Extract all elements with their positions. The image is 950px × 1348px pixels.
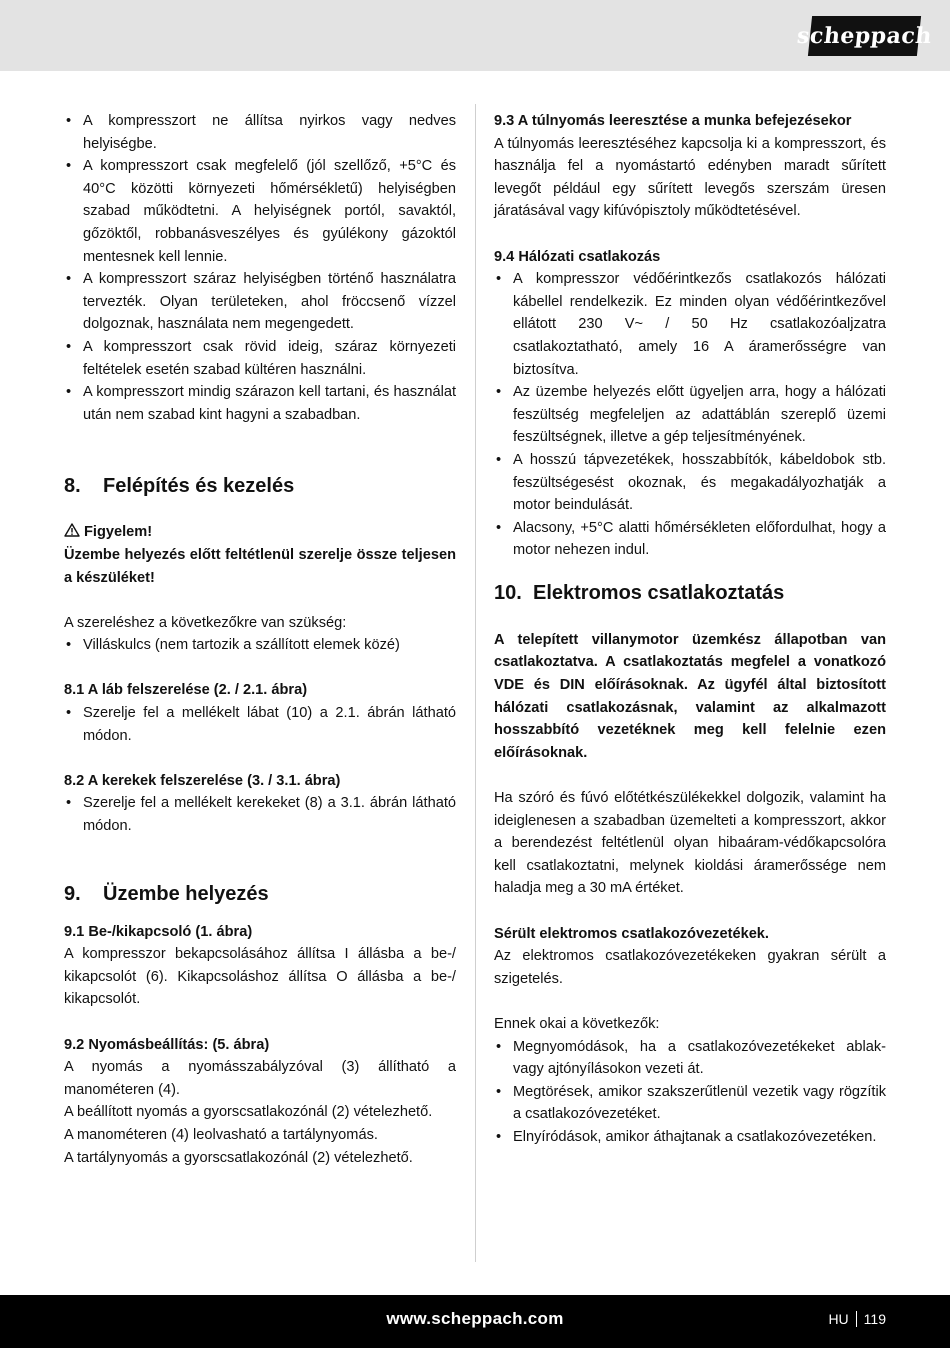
column-divider: [475, 104, 476, 1262]
subsection-9-2-line: A beállított nyomás a gyorscsatlakozónál (2) vételezhető.: [64, 1104, 433, 1121]
section-9-heading: [64, 883, 456, 905]
website-url: www.scheppach.com: [386, 1309, 564, 1328]
page-number: 119: [863, 1311, 886, 1327]
subsection-9-1-text: A kompresszor bekapcsolásához állítsa I állásba a be-/ kikapcsolót (6). Kikapcsoláshoz állítsa O állásba a be-/ kikapcsolót.: [64, 946, 456, 1008]
subsection-9-1-title: 9.1 Be-/kikapcsoló (1. ábra): [64, 923, 253, 940]
header-bar: [0, 0, 950, 71]
intro-bullet-list: [64, 110, 456, 426]
page-indicator: [828, 1311, 886, 1327]
page-separator: [856, 1311, 857, 1327]
causes-intro: Ennek okai a következők:: [494, 1015, 660, 1032]
section-number: 10.: [494, 581, 522, 604]
subsection-9-2-line: A manométeren (4) leolvasható a tartálynyomás.: [64, 1126, 378, 1143]
brand-logo: scheppach: [808, 16, 921, 56]
subsection-9-2-title: 9.2 Nyomásbeállítás: (5. ábra): [64, 1036, 270, 1053]
list-item: • A kompresszort ne állítsa nyirkos vagy nedves helyiségbe.: [64, 110, 456, 155]
list-item: • A hosszú tápvezetékek, hosszabbítók, kábeldobok stb. feszültségesést okoznak, és megakadályozhatják a motor beindulását.: [494, 449, 886, 517]
damaged-cables-text: Az elektromos csatlakozóvezetékeken gyakran sérült a szigetelés.: [494, 948, 886, 987]
list-item: • A kompresszort csak rövid ideig, száraz környezeti feltételek esetén szabad kültéren használni.: [64, 336, 456, 381]
section-number: 9.: [64, 882, 81, 905]
section-10-heading: [494, 582, 886, 604]
footer-bar: [0, 1295, 950, 1348]
tools-list: [64, 634, 456, 657]
causes-list: [494, 1036, 886, 1149]
list-item: • Az üzembe helyezés előtt ügyeljen arra, hogy a hálózati feszültség megfeleljen az adattáblán szereplő üzemi feszültségnek, illetve a gép teljesítményének.: [494, 381, 886, 449]
subsection-8-1-title: 8.1 A láb felszerelése (2. / 2.1. ábra): [64, 682, 308, 699]
warning-label: Figyelem!: [84, 524, 153, 541]
section-10-text: Ha szóró és fúvó előtétkészülékekkel dolgozik, valamint ha ideiglenesen a szabadban üzemelteti a kompresszort, akkor a berendezést feltétlenül olyan hibaáram-védőkapcsolóra kell csatlakoztatni, melynek kioldási áramerőssége nem haladja meg a 30 mA értéket.: [494, 790, 886, 897]
subsection-9-2-line: A tartálynyomás a gyorscsatlakozónál (2) vételezhető.: [64, 1149, 413, 1166]
list-item: • Villáskulcs (nem tartozik a szállított elemek közé): [64, 634, 456, 657]
section-10-bold-text: A telepített villanymotor üzemkész állapotban van csatlakoztatva. A csatlakoztatás megfelel a vonatkozó VDE és DIN előírásoknak. Az ügyfél által biztosított hálózati csatlakozásnak, valamint az alkalmazott hosszabbító vezetéknek meg kell felelnie ezen előírásoknak.: [494, 631, 886, 761]
section-title: Felépítés és kezelés: [103, 475, 295, 498]
list-item: • Megnyomódások, ha a csatlakozóvezetékeket ablak- vagy ajtónyílásokon vezeti át.: [494, 1036, 886, 1081]
list-item: • A kompresszort csak megfelelő (jól szellőző, +5°C és 40°C közötti környezeti hőmérsékletű) helyiségben szabad működtetni. A helyiségnek portól, savaktól, gőzöktől, robbanásveszélyes és gyúlékony gázoktól mentesnek kell lennie.: [64, 155, 456, 268]
warning-text: Üzembe helyezés előtt feltétlenül szerelje össze teljesen a készüléket!: [64, 546, 456, 586]
language-code: HU: [828, 1311, 849, 1327]
list-item: • A kompresszort mindig szárazon kell tartani, és használat után nem szabad kint hagyni a szabadban.: [64, 381, 456, 426]
subsection-9-4-list: [494, 268, 886, 562]
right-column: [494, 110, 886, 1149]
damaged-cables-title: Sérült elektromos csatlakozóvezetékek.: [494, 925, 769, 942]
subsection-9-3-title: 9.3 A túlnyomás leeresztése a munka befejezésekor: [494, 113, 852, 129]
section-title: Elektromos csatlakoztatás: [533, 581, 785, 604]
warning-line: [64, 521, 456, 544]
section-number: 8.: [64, 475, 81, 498]
subsection-9-2-line: A nyomás a nyomásszabályzóval (3) állítható a manométeren (4).: [64, 1059, 456, 1098]
subsection-8-2-title: 8.2 A kerekek felszerelése (3. / 3.1. ábra): [64, 772, 341, 789]
section-8-heading: [64, 475, 456, 497]
section-title: Üzembe helyezés: [103, 882, 269, 905]
list-item: • A kompresszor védőérintkezős csatlakozós hálózati kábellel rendelkezik. Ez minden olyan védőérintkezővel ellátott 230 V~ / 50 Hz csatlakozóaljzatra csatlakoztatható, amely 16 A áramerősségre van biztosítva.: [494, 268, 886, 381]
left-column: [64, 110, 456, 1169]
list-item: • Elnyíródások, amikor áthajtanak a csatlakozóvezetéken.: [494, 1126, 886, 1149]
tools-intro: A szereléshez a következőkre van szükség:: [64, 614, 347, 631]
warning-triangle-icon: [64, 523, 80, 537]
subsection-8-2-list: [64, 792, 456, 837]
subsection-8-1-list: [64, 702, 456, 747]
subsection-9-3-text: A túlnyomás leeresztéséhez kapcsolja ki a kompresszort, és használja fel a nyomástartó edényben maradt sűrített levegőt például egy sűrített levegős szerszám üresen járatásával vagy kifúvópisztoly működtetésével.: [494, 135, 886, 220]
list-item: • Megtörések, amikor szakszerűtlenül vezetik vagy rögzítik a csatlakozóvezetéket.: [494, 1081, 886, 1126]
subsection-9-4-title: 9.4 Hálózati csatlakozás: [494, 248, 661, 265]
list-item: • Szerelje fel a mellékelt lábat (10) a 2.1. ábrán látható módon.: [64, 702, 456, 747]
list-item: • A kompresszort száraz helyiségben történő használatra tervezték. Olyan területeken, ahol fröccsenő vízzel dolgoznak, használata nem megengedett.: [64, 268, 456, 336]
list-item: • Szerelje fel a mellékelt kerekeket (8) a 3.1. ábrán látható módon.: [64, 792, 456, 837]
list-item: • Alacsony, +5°C alatti hőmérsékleten előfordulhat, hogy a motor nehezen indul.: [494, 517, 886, 562]
